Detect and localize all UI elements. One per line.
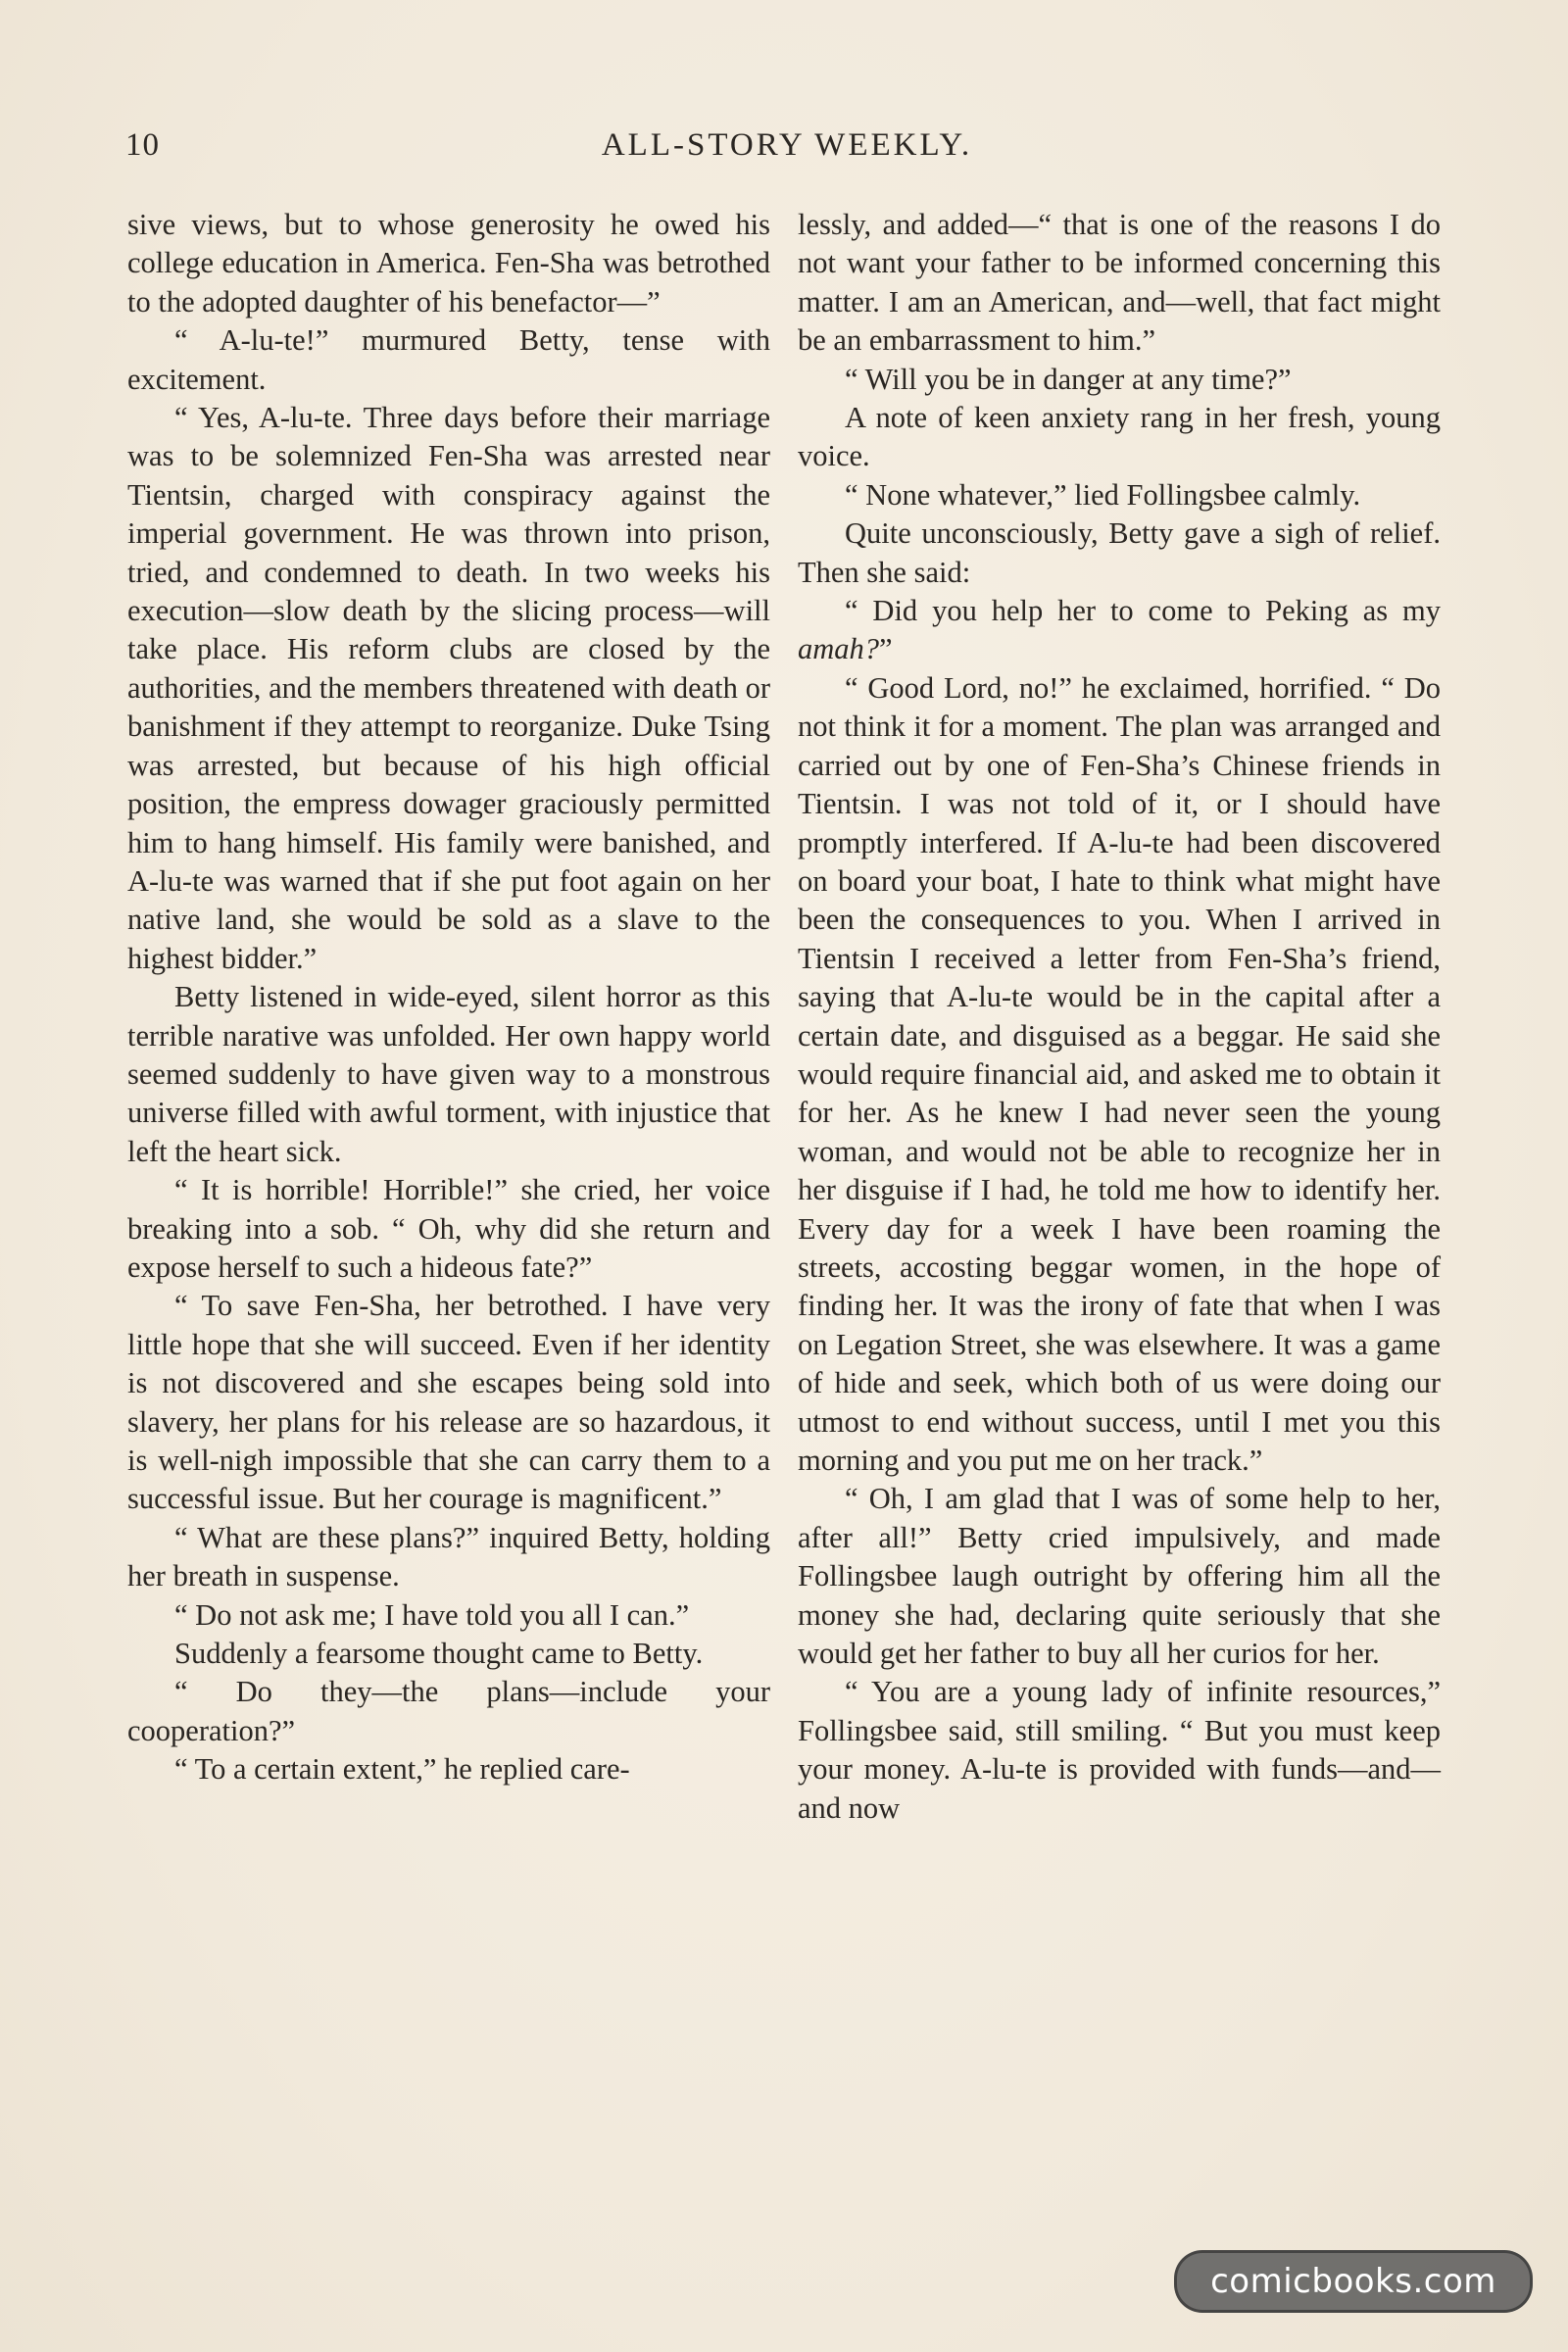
paragraph: lessly, and added—“ that is one of the reasons I do not want your father to be informed concerning this matter. I am an American, and—well, that fact might be an embarrassment to him.” [798, 208, 1441, 358]
paragraph: “ To a certain extent,” he replied care- [174, 1752, 630, 1787]
paragraph: “ Do not ask me; I have told you all I can.” [174, 1597, 690, 1632]
paragraph: “ Good Lord, no!” he exclaimed, horrified. “ Do not think it for a moment. The plan was arranged and carried out by one of Fen-Sha’s Chinese friends in Tientsin. I was not told of it, or I should have promptly interfered. If A-lu-te had been discovered on board your boat, I hate to think what might have been the consequences to you. When I arrived in Tientsin I received a letter from Fen-Sha’s friend, saying that A-lu-te would be in the capital after a certain date, and disguised as a beggar. He said she would require financial aid, and asked me to obtain it for her. As he knew I had never seen the young woman, and would not be able to recognize her in her disguise if I had, he told me how to identify her. Every day for a week I have been roaming the streets, accosting beggar women, in the hope of finding her. It was the irony of fate that when I was on Legation Street, she was elsewhere. It was a game of hide and seek, which both of us were doing our utmost to end without success, until I met you this morning and you put me on her track.” [798, 670, 1441, 1477]
watermark-logo: comicbooks.com [1174, 2250, 1533, 2313]
left-column [127, 206, 770, 1789]
paragraph: “ Oh, I am glad that I was of some help to her, after all!” Betty cried impulsively, and made Follingsbee laugh outright by offering him all the money she had, declaring quite seriously that she would get her father to buy all her curios for her. [798, 1482, 1441, 1671]
paragraph: sive views, but to whose generosity he owed his college education in America. Fen-Sha was betrothed to the adopted daughter of his benefactor—” [127, 208, 770, 318]
paragraph-text: ” [879, 632, 893, 666]
page-number: 10 [125, 127, 160, 163]
paragraph: “ None whatever,” lied Follingsbee calmly. [845, 477, 1361, 512]
paragraph: “ Yes, A-lu-te. Three days before their marriage was to be solemnized Fen-Sha was arrested near Tientsin, charged with conspiracy against the imperial government. He was thrown into prison, tried, and condemned to death. In two weeks his execution—slow death by the slicing process—will take place. His reform clubs are closed by the authorities, and the members threatened with death or banishment if they attempt to reorganize. Duke Tsing was arrested, but because of his high official position, the empress dowager graciously permitted him to hang himself. His family were banished, and A-lu-te was warned that if she put foot again on her native land, she would be sold as a slave to the highest bidder.” [127, 401, 770, 975]
paragraph: Betty listened in wide-eyed, silent horror as this terrible narative was unfolded. Her own happy world seemed suddenly to have given way to a monstrous universe filled with awful torment, with injustice that left the heart sick. [127, 980, 770, 1168]
paragraph: “ A-lu-te!” murmured Betty, tense with excitement. [127, 323, 770, 396]
paragraph: “ What are these plans?” inquired Betty, holding her breath in suspense. [127, 1520, 770, 1593]
paragraph: A note of keen anxiety rang in her fresh, young voice. [798, 401, 1441, 473]
paragraph: “ Do they—the plans—include your cooperation?” [127, 1675, 770, 1747]
page-header [125, 127, 1448, 176]
running-title: ALL-STORY WEEKLY. [601, 127, 973, 163]
paragraph: “ To save Fen-Sha, her betrothed. I have very little hope that she will succeed. Even if her identity is not discovered and she escapes being sold into slavery, her plans for his release are so hazardous, it is well-nigh impossible that she can carry them to a successful issue. But her courage is magnificent.” [127, 1289, 770, 1516]
paragraph: Suddenly a fearsome thought came to Betty. [174, 1637, 704, 1671]
paragraph-text: “ Did you help her to come to Peking as my [845, 594, 1441, 628]
right-column [798, 206, 1441, 1828]
italic-word: amah? [798, 632, 880, 666]
paragraph: Quite unconsciously, Betty gave a sigh of relief. Then she said: [798, 516, 1441, 589]
paragraph [798, 592, 1441, 669]
paragraph: “ Will you be in danger at any time?” [845, 362, 1292, 396]
paragraph: “ You are a young lady of infinite resources,” Follingsbee said, still smiling. “ But you must keep your money. A-lu-te is provided with funds—and—and now [798, 1675, 1441, 1825]
paragraph: “ It is horrible! Horrible!” she cried, her voice breaking into a sob. “ Oh, why did she return and expose herself to such a hideous fate?” [127, 1173, 770, 1284]
